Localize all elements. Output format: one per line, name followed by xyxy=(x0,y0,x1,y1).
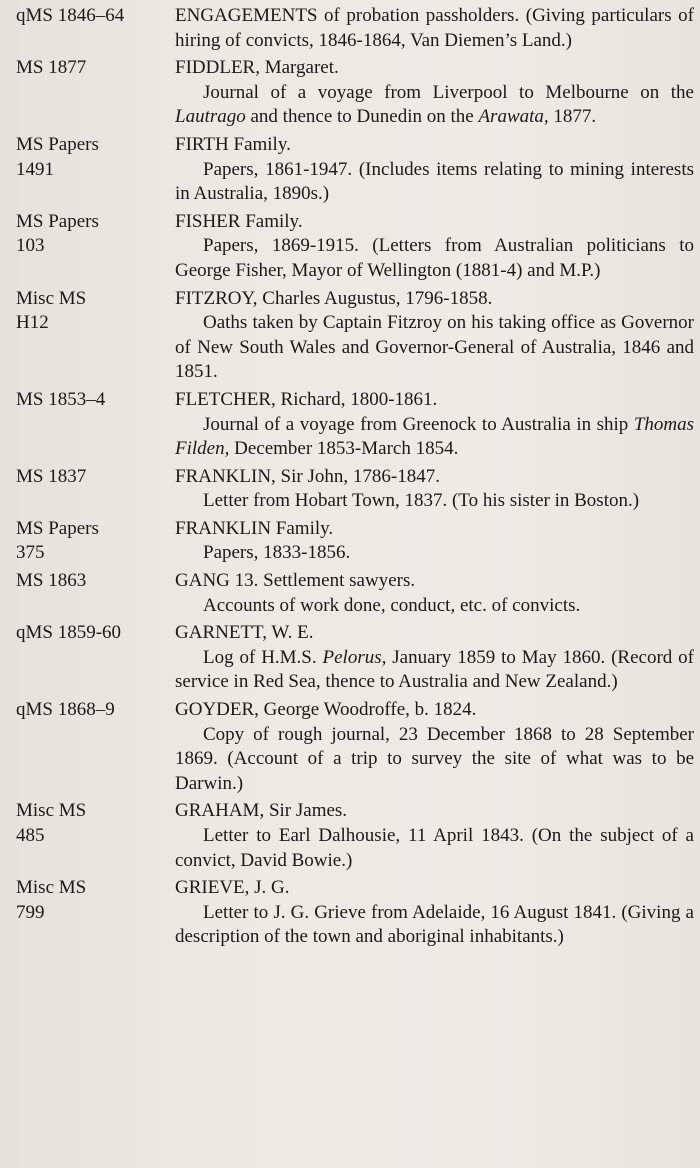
call-number xyxy=(16,287,156,336)
call-number-line: 485 xyxy=(16,825,45,846)
call-number-line: qMS 1859-60 xyxy=(16,622,122,644)
description-text: Copy of rough journal, 23 December 1868 to 28 September 1869. (Account of a trip to survey the site of what was to be Darwin.) xyxy=(175,723,694,794)
description-text: Journal of a voyage from Liverpool to Melbourne on the xyxy=(203,81,694,103)
entry-body xyxy=(175,569,694,618)
call-number-line: Misc MS xyxy=(16,800,87,822)
call-number-line: 799 xyxy=(16,901,45,923)
catalogue-entry xyxy=(16,569,694,618)
call-number xyxy=(16,388,156,413)
description-text: Letter from Hobart Town, 1837. (To his sister in Boston.) xyxy=(203,490,640,512)
description-text: and thence to Dunedin on the xyxy=(245,106,479,128)
catalogue-entry xyxy=(16,56,694,130)
description-text: Papers, 1861-1947. (Includes items relating to mining interests in Australia, 1890s.) xyxy=(175,158,694,205)
description-text: December 1853-March 1854. xyxy=(229,438,459,460)
call-number xyxy=(16,517,156,566)
entry-body xyxy=(175,4,694,53)
call-number xyxy=(16,4,156,29)
call-number xyxy=(16,621,156,646)
description-text: Papers, 1869-1915. (Letters from Australian politicians to George Fisher, Mayor of Wellington (1881-4) and M.P.) xyxy=(175,235,694,281)
call-number-line: 375 xyxy=(16,542,45,564)
entry-description xyxy=(175,824,694,873)
catalogue-entry xyxy=(16,517,694,566)
catalogue-entry xyxy=(16,210,694,284)
catalogue-entry xyxy=(16,799,694,873)
call-number xyxy=(16,799,156,848)
call-number-line: qMS 1868–9 xyxy=(16,699,115,721)
italic-title: Pelorus, xyxy=(322,646,387,668)
call-number xyxy=(16,133,156,182)
description-text: January 1859 to May 1860. (Record of service in Red Sea, thence to Australia and New Zealand.) xyxy=(175,646,694,693)
catalogue-entries xyxy=(16,4,694,953)
description-text: 1877. xyxy=(548,106,597,128)
call-number-line: Misc MS xyxy=(16,287,87,309)
call-number-line: MS 1837 xyxy=(16,465,87,487)
entry-heading: GOYDER, George Woodroffe, b. 1824. xyxy=(175,699,477,721)
entry-description xyxy=(175,723,694,797)
entry-description xyxy=(175,594,694,619)
call-number xyxy=(16,876,156,925)
catalogue-entry xyxy=(16,4,694,53)
entry-description xyxy=(175,81,694,130)
entry-heading: FISHER Family. xyxy=(175,210,303,232)
entry-body xyxy=(175,465,694,514)
catalogue-entry xyxy=(16,388,694,462)
entry-heading: FITZROY, Charles Augustus, 1796-1858. xyxy=(175,287,493,309)
catalogue-entry xyxy=(16,621,694,695)
catalogue-entry xyxy=(16,698,694,796)
catalogue-entry xyxy=(16,287,694,385)
entry-body xyxy=(175,876,694,950)
description-text: Oaths taken by Captain Fitzroy on his taking office as Governor of New South Wales and Governor-General of Australia, 1846 and 1851. xyxy=(175,312,694,383)
catalogue-entry xyxy=(16,133,694,207)
call-number xyxy=(16,698,156,723)
entry-description xyxy=(175,413,694,462)
entry-description xyxy=(175,901,694,950)
entry-heading: FLETCHER, Richard, 1800-1861. xyxy=(175,388,438,410)
italic-title: Arawata, xyxy=(478,106,549,128)
entry-body xyxy=(175,698,694,796)
entry-body xyxy=(175,133,694,207)
entry-body xyxy=(175,287,694,385)
entry-body xyxy=(175,517,694,566)
description-text: Letter to J. G. Grieve from Adelaide, 16 August 1841. (Giving a description of the town and aboriginal inhabitants.) xyxy=(175,901,694,948)
entry-heading: ENGAGEMENTS of probation passholders. (Giving particulars of hiring of convicts, 1846-1864, Van Diemen’s Land.) xyxy=(175,5,694,51)
call-number-line: MS Papers xyxy=(16,133,99,155)
entry-description xyxy=(175,234,694,283)
catalogue-entry xyxy=(16,465,694,514)
call-number xyxy=(16,569,156,594)
entry-heading: GRIEVE, J. G. xyxy=(175,877,290,899)
description-text: Accounts of work done, conduct, etc. of convicts. xyxy=(203,594,581,616)
call-number-line: Misc MS xyxy=(16,877,87,899)
entry-body xyxy=(175,388,694,462)
call-number-line: MS 1853–4 xyxy=(16,388,106,410)
entry-description xyxy=(175,489,694,514)
call-number xyxy=(16,56,156,81)
entry-body xyxy=(175,621,694,695)
entry-heading: GRAHAM, Sir James. xyxy=(175,800,348,822)
entry-description xyxy=(175,158,694,207)
entry-description xyxy=(175,541,694,566)
entry-body xyxy=(175,56,694,130)
entry-heading: FRANKLIN, Sir John, 1786-1847. xyxy=(175,465,440,487)
entry-description xyxy=(175,646,694,695)
call-number-line: qMS 1846–64 xyxy=(16,5,125,26)
call-number-line: MS Papers xyxy=(16,210,99,232)
description-text: Papers, 1833-1856. xyxy=(203,542,351,564)
entry-description xyxy=(175,311,694,385)
call-number-line: H12 xyxy=(16,312,49,334)
entry-heading: GANG 13. Settlement sawyers. xyxy=(175,570,416,592)
entry-heading: FIDDLER, Margaret. xyxy=(175,57,339,79)
entry-body xyxy=(175,799,694,873)
italic-title: Thomas Filden, xyxy=(175,413,694,460)
call-number-line: MS 1863 xyxy=(16,570,87,592)
call-number-line: 1491 xyxy=(16,158,54,180)
call-number-line: MS Papers xyxy=(16,517,99,539)
call-number-line: 103 xyxy=(16,235,45,257)
entry-heading: FRANKLIN Family. xyxy=(175,517,334,539)
catalogue-entry xyxy=(16,876,694,950)
description-text: Letter to Earl Dalhousie, 11 April 1843. (On the subject of a convict, David Bowie.) xyxy=(175,825,694,871)
call-number xyxy=(16,210,156,259)
description-text: Log of H.M.S. xyxy=(203,646,323,668)
entry-heading: GARNETT, W. E. xyxy=(175,622,314,644)
entry-body xyxy=(175,210,694,284)
italic-title: Lautrago xyxy=(175,106,246,128)
call-number-line: MS 1877 xyxy=(16,57,87,79)
call-number xyxy=(16,465,156,490)
entry-heading: FIRTH Family. xyxy=(175,133,291,155)
description-text: Journal of a voyage from Greenock to Australia in ship xyxy=(203,413,634,435)
